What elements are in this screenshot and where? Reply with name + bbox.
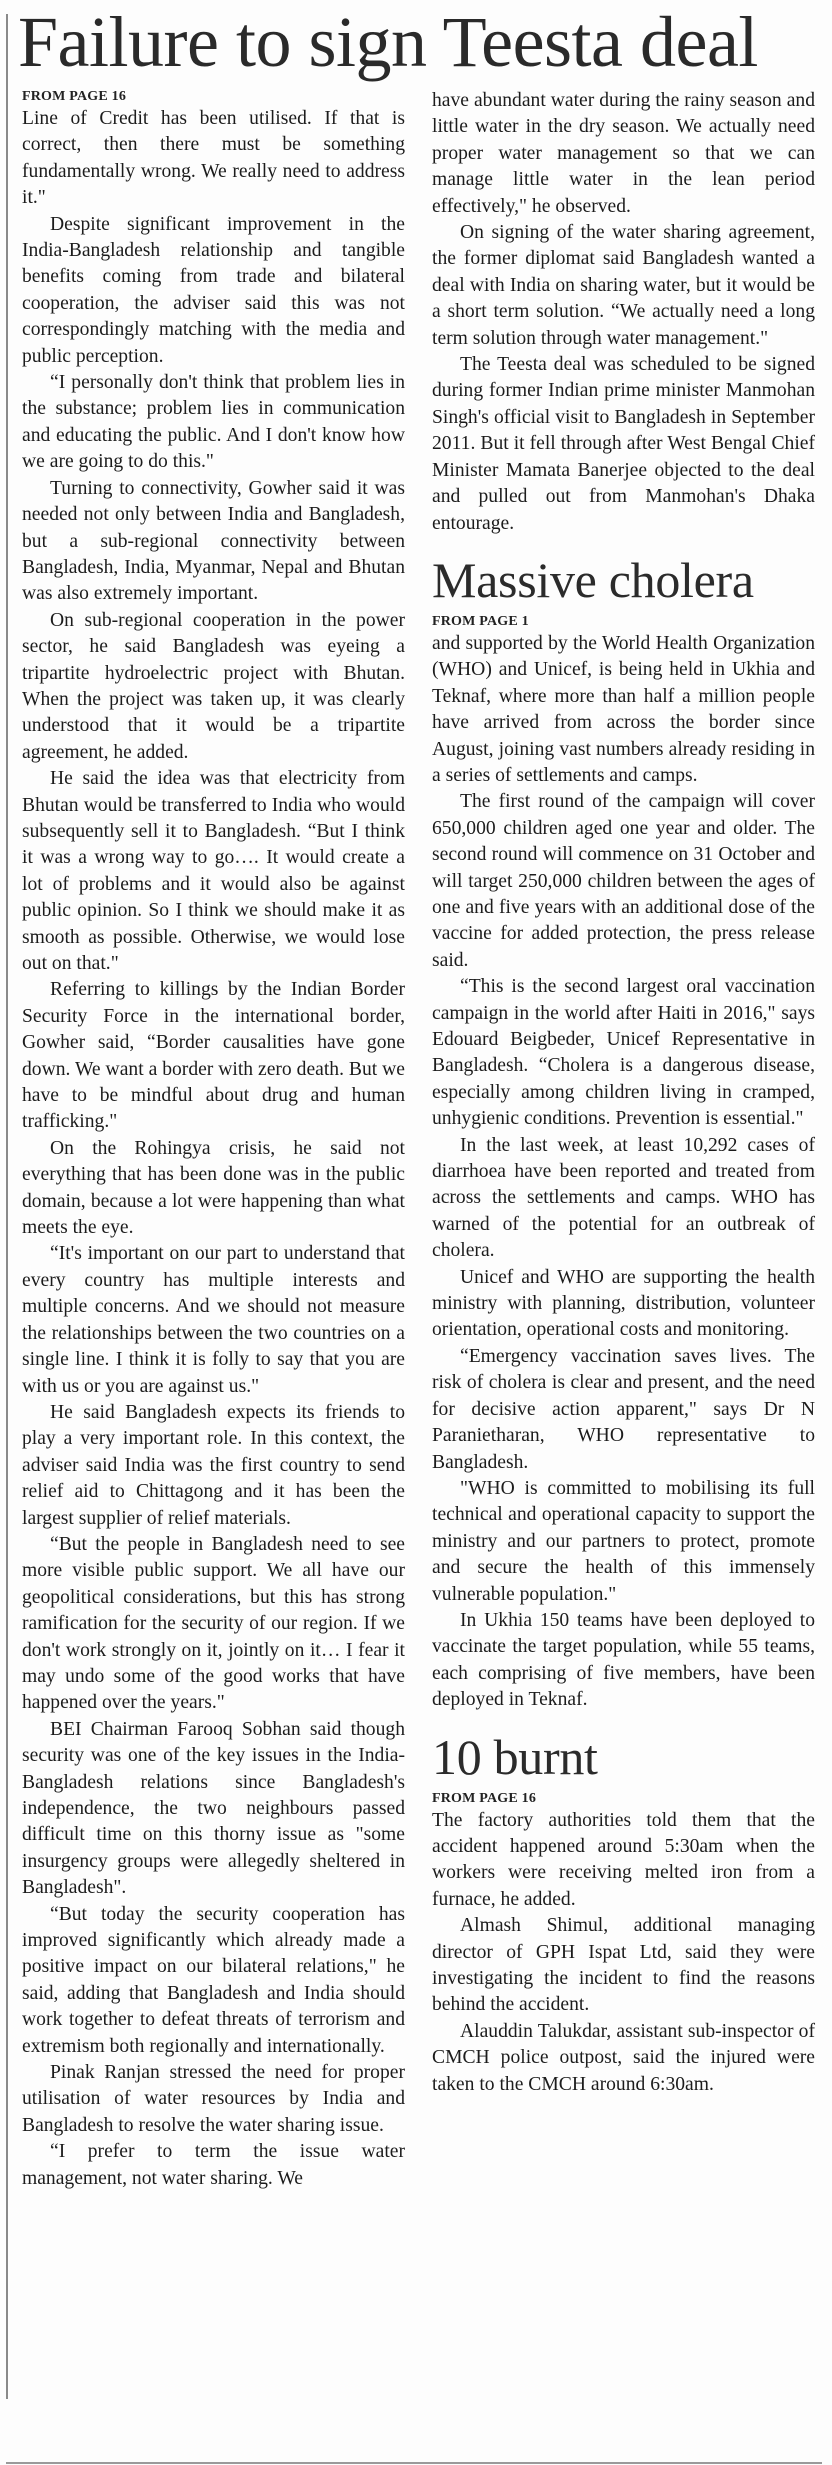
paragraph: The first round of the campaign will cover 650,000 children aged one year and older. The second round will commence on 31 October and will target 250,000 children between the ages of one and five years with an additional dose of the vaccine for added protection, the press release said. xyxy=(432,791,815,971)
paragraph: “Emergency vaccination saves lives. The risk of cholera is clear and present, and the need for decisive action apparent," says Dr N Paranietharan, WHO representative to Bangladesh. xyxy=(432,1345,815,1473)
page-bottom-rule xyxy=(6,2462,822,2464)
paragraph: “This is the second largest oral vaccination campaign in the world after Haiti in 2016," says Edouard Beigbeder, Unicef Representative in Bangladesh. “Cholera is a dangerous disease, especially among children living in cramped, unhygienic conditions. Prevention is essential." xyxy=(432,976,815,1130)
story-teesta-left-column xyxy=(22,88,405,2192)
paragraph: “It's important on our part to understand that every country has multiple interests and multiple concerns. And we should not measure the relationships between the two countries on a single line. I think it is folly to say that you are with us or you are against us." xyxy=(22,1243,405,1397)
paragraph: Almash Shimul, additional managing director of GPH Ispat Ltd, said they were investigating the incident to find the reasons behind the accident. xyxy=(432,1915,815,2016)
paragraph: BEI Chairman Farooq Sobhan said though security was one of the key issues in the India-Bangladesh relations since Bangladesh's independence, the two neighbours passed difficult time on this thorny issue as "some insurgency groups were allegedly sheltered in Bangladesh". xyxy=(22,1718,405,1899)
paragraph: In Ukhia 150 teams have been deployed to vaccinate the target population, while 55 teams, each comprising of five members, have been deployed in Teknaf. xyxy=(432,1609,815,1711)
paragraph: Pinak Ranjan stressed the need for proper utilisation of water resources by India and Bangladesh to resolve the water sharing issue. xyxy=(22,2062,405,2136)
paragraph: Line of Credit has been utilised. If that is correct, then there must be something fundamentally wrong. We really need to address it." xyxy=(22,108,405,209)
headline-cholera: Massive cholera xyxy=(432,551,754,608)
story-burnt xyxy=(432,1728,815,2098)
story-teesta-right xyxy=(432,88,815,537)
paragraph: The Teesta deal was scheduled to be signed during former Indian prime minister Manmohan Singh's official visit to Bangladesh in September 2011. But it fell through after West Bengal Chief Minister Mamata Banerjee objected to the deal and pulled out from Manmohan's Dhaka entourage. xyxy=(432,354,815,534)
paragraph: “But today the security cooperation has improved significantly which already made a positive impact on our bilateral relations," he said, adding that Bangladesh and India should work together to defeat threats of terrorism and extremism both regionally and internationally. xyxy=(22,1903,405,2057)
kicker-from-page: FROM PAGE 1 xyxy=(432,613,529,629)
kicker-from-page: FROM PAGE 16 xyxy=(22,89,127,104)
paragraph: “I prefer to term the issue water management, not water sharing. We xyxy=(22,2141,405,2189)
kicker-from-page: FROM PAGE 16 xyxy=(432,1790,537,1806)
paragraph: The factory authorities told them that the accident happened around 5:30am when the workers were receiving melted iron from a furnace, he added. xyxy=(432,1809,815,1910)
paragraph: In the last week, at least 10,292 cases of diarrhoea have been reported and treated from across the settlements and camps. WHO has warned of the potential for an outbreak of cholera. xyxy=(432,1134,815,1262)
paragraph: have abundant water during the rainy season and little water in the dry season. We actually need proper water management so that we can manage little water in the lean period effectively," he observed. xyxy=(432,90,815,217)
right-column xyxy=(432,88,815,2098)
paragraph: On the Rohingya crisis, he said not everything that has been done was in the public domain, because a lot were happening than what meets the eye. xyxy=(22,1137,405,1239)
paragraph: He said the idea was that electricity from Bhutan would be transferred to India who would subsequently sell it to Bangladesh. “But I think it was a wrong way to go…. It would create a lot of problems and it would also be against public opinion. So I think we should make it as smooth as possible. Otherwise, we would lose out on that." xyxy=(22,768,405,974)
column-rule-left xyxy=(6,14,8,2399)
story-cholera xyxy=(432,551,815,1714)
paragraph: “But the people in Bangladesh need to see more visible public support. We all have our geopolitical considerations, but this has strong ramification for the security of our region. If we don't work strongly on it, jointly on it… I fear it may undo some of the good works that have happened over the years." xyxy=(22,1533,405,1714)
paragraph: Referring to killings by the Indian Border Security Force in the international border, Gowher said, “Border causalities have gone down. We want a border with zero death. But we have to be mindful about drug and human trafficking." xyxy=(22,979,405,1133)
headline-burnt: 10 burnt xyxy=(432,1728,598,1785)
paragraph: Despite significant improvement in the India-Bangladesh relationship and tangible benefits coming from trade and bilateral cooperation, the adviser said this was not correspondingly matching with the media and public perception. xyxy=(22,213,405,367)
paragraph: He said Bangladesh expects its friends to play a very important role. In this context, the adviser said India was the first country to send relief aid to Chittagong and it has been the largest supplier of relief materials. xyxy=(22,1401,405,1529)
paragraph: and supported by the World Health Organization (WHO) and Unicef, is being held in Ukhia and Teknaf, where more than half a million people have arrived from across the border since August, joining vast numbers already residing in a series of settlements and camps. xyxy=(432,632,815,786)
paragraph: "WHO is committed to mobilising its full technical and operational capacity to support the ministry and our partners to protect, promote and secure the health of this immensely vulnerable population." xyxy=(432,1477,815,1605)
paragraph: On signing of the water sharing agreement, the former diplomat said Bangladesh wanted a deal with India on sharing water, but it would be a short term solution. “We actually need a long term solution through water management." xyxy=(432,222,815,349)
paragraph: “I personally don't think that problem lies in the substance; problem lies in communication and educating the public. And I don't know how we are going to do this." xyxy=(22,372,405,473)
paragraph: On sub-regional cooperation in the power sector, he said Bangladesh was eyeing a tripartite hydroelectric project with Bhutan. When the project was taken up, it was clearly understood that it would be a tripartite agreement, he added. xyxy=(22,609,405,763)
paragraph: Turning to connectivity, Gowher said it was needed not only between India and Bangladesh, but a sub-regional connectivity between Bangladesh, India, Myanmar, Nepal and Bhutan was also extremely important. xyxy=(22,477,405,605)
headline-teesta: Failure to sign Teesta deal xyxy=(18,2,758,82)
paragraph: Alauddin Talukdar, assistant sub-inspector of CMCH police outpost, said the injured were taken to the CMCH around 6:30am. xyxy=(432,2020,815,2095)
paragraph: Unicef and WHO are supporting the health ministry with planning, distribution, volunteer orientation, operational costs and monitoring. xyxy=(432,1266,815,1341)
